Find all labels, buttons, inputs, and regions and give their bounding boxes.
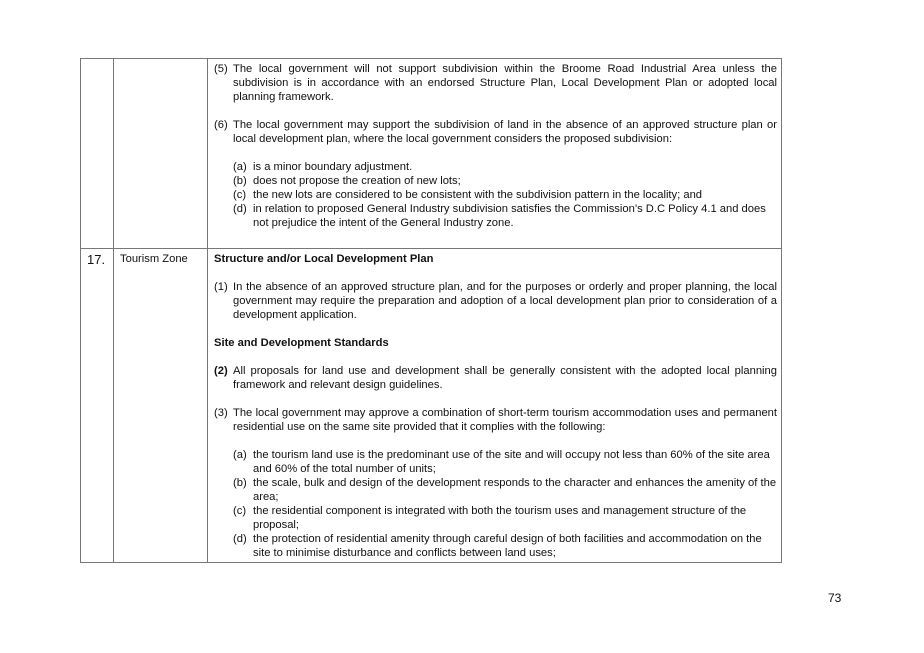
sub-item-label: (b) — [233, 175, 247, 187]
clause-label: (3) — [214, 407, 228, 419]
table-row — [81, 249, 782, 563]
sub-item-label: (a) — [233, 449, 247, 461]
clause-label: (1) — [214, 281, 228, 293]
clause-text: The local government may approve a combination of short-term tourism accommodation uses and permanent residential use on the same site provided that it complies with the following: — [233, 407, 777, 433]
clause-text: In the absence of an approved structure plan, and for the purposes or orderly and proper planning, the local government may require the preparation and adoption of a local development plan prior to consideration of a development application. — [233, 281, 777, 321]
zone-provisions-table — [80, 58, 782, 563]
clause-1 — [214, 280, 777, 322]
sub-item-text: does not propose the creation of new lots; — [253, 175, 461, 187]
sub-item — [233, 202, 777, 230]
sub-item — [233, 476, 777, 504]
sub-item-text: the residential component is integrated with both the tourism uses and management structure of the proposal; — [253, 505, 747, 531]
provisions-cell — [208, 59, 782, 249]
sub-item-text: in relation to proposed General Industry subdivision satisfies the Commission’s D.C Policy 4.1 and does not prejudice the intent of the General Industry zone. — [253, 203, 766, 229]
sub-item — [233, 448, 777, 476]
sub-item-text: is a minor boundary adjustment. — [253, 161, 413, 173]
zone-name-cell — [114, 59, 208, 249]
sub-item-label: (a) — [233, 161, 247, 173]
clause-5 — [214, 62, 777, 104]
sub-item-text: the scale, bulk and design of the development responds to the character and enhances the amenity of the area; — [253, 477, 777, 503]
sub-item — [233, 504, 777, 532]
clause-label: (5) — [214, 63, 228, 75]
sub-item-label: (d) — [233, 533, 247, 545]
clause-label: (6) — [214, 119, 228, 131]
sub-item — [233, 160, 777, 174]
sub-item — [233, 174, 777, 188]
sub-item-label: (d) — [233, 203, 247, 215]
row-number-cell: 17. — [81, 249, 114, 563]
sub-item-text: the new lots are considered to be consistent with the subdivision pattern in the locality; and — [253, 189, 703, 201]
table-row — [81, 59, 782, 249]
clause-text: The local government will not support subdivision within the Broome Road Industrial Area unless the subdivision is in accordance with an endorsed Structure Plan, Local Development Plan or adopted local planning framework. — [233, 63, 777, 103]
section-heading: Site and Development Standards — [214, 337, 389, 349]
sub-item — [233, 188, 777, 202]
clause-text: All proposals for land use and development shall be generally consistent with the adopted local planning framework and relevant design guidelines. — [233, 365, 777, 391]
row-number-cell — [81, 59, 114, 249]
provisions-cell — [208, 249, 782, 563]
clause-2 — [214, 364, 777, 392]
page-number: 73 — [828, 591, 842, 605]
sub-item-text: the protection of residential amenity through careful design of both facilities and accommodation on the site to minimise disturbance and conflicts between land uses; — [253, 533, 762, 559]
clause-3 — [214, 406, 777, 434]
zone-name-cell: Tourism Zone — [114, 249, 208, 563]
clause-label: (2) — [214, 365, 228, 377]
clause-6 — [214, 118, 777, 146]
sub-item — [233, 532, 777, 560]
section-heading: Structure and/or Local Development Plan — [214, 253, 434, 265]
sub-item-label: (c) — [233, 505, 247, 517]
sub-item-text: the tourism land use is the predominant use of the site and will occupy not less than 60% of the site area and 60% of the total number of units; — [253, 449, 770, 475]
sub-item-label: (b) — [233, 477, 247, 489]
sub-item-label: (c) — [233, 189, 247, 201]
clause-text: The local government may support the subdivision of land in the absence of an approved structure plan or local development plan, where the local government considers the proposed subdivision: — [233, 119, 777, 145]
